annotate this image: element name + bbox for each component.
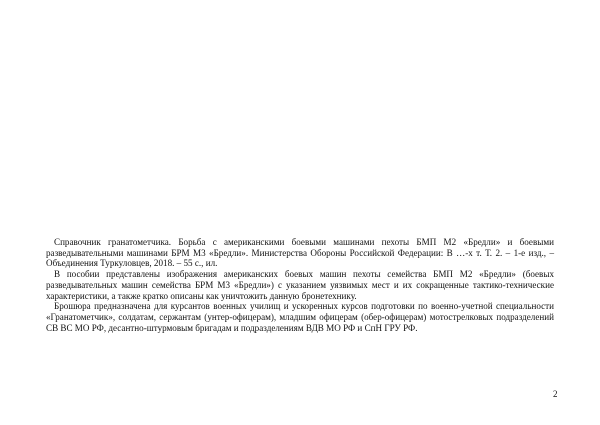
page-number: 2: [553, 389, 558, 399]
audience-paragraph: Брошюра предназначена для курсантов военных училищ и ускоренных курсов подготовки по военно-учетной специальности «Гранатометчик», солдатам, сержантам (унтер-офицерам), младшим офицерам (обер-офицерам) мотострелковых подразделений СВ ВС МО РФ, десантно-штурмовым бригадам и подразделениям ВДВ МО РФ и СпН ГРУ РФ.: [46, 301, 554, 333]
contents-summary-paragraph: В пособии представлены изображения американских боевых машин пехоты семейства БМП М2 «Бредли» (боевых разведывательных машин семейства БРМ М3 «Бредли») с указанием уязвимых мест и их сокращенные тактико-технические характеристики, а также кратко описаны как уничтожить данную бронетехнику.: [46, 269, 554, 301]
abstract-text-block: [46, 237, 554, 333]
bibliographic-description-paragraph: Справочник гранатометчика. Борьба с американскими боевыми машинами пехоты БМП М2 «Бредли» и боевыми разведывательными машинами БРМ М3 «Бредли». Министерства Обороны Российской Федерации: В …-х т. Т. 2. – 1-е изд., – Объединения Туркуловцев, 2018. – 55 с., ил.: [46, 237, 554, 269]
